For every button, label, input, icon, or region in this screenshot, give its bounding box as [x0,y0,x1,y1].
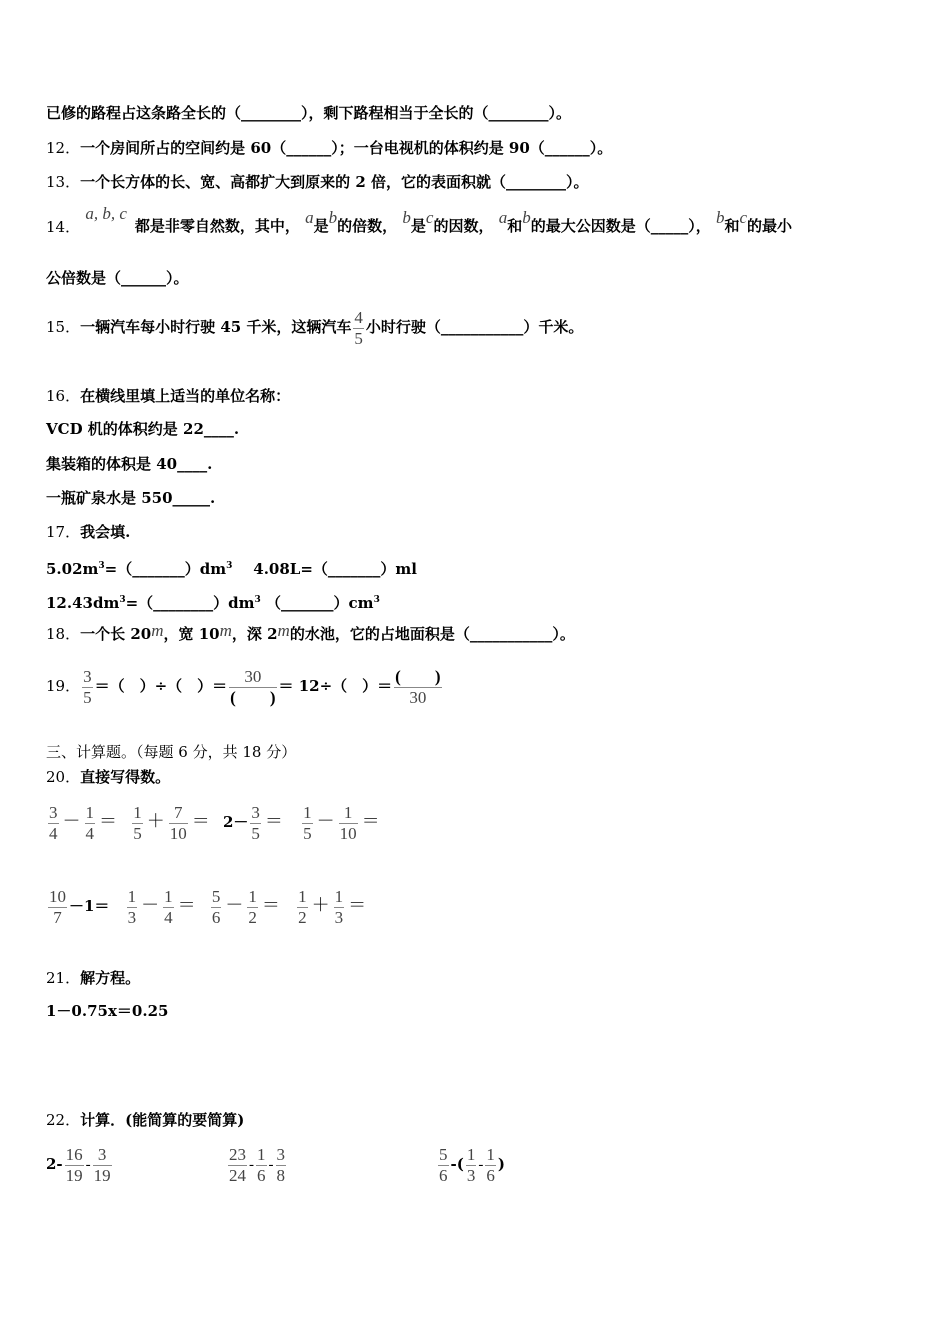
question-number: 19． [46,677,81,695]
question-13 [46,172,588,192]
question-number: 13． [46,173,81,191]
q19-text-1: ＝（ ）÷（ ）＝ [94,677,228,695]
expr-prefix: 2- [46,1155,63,1173]
q20-r1-item-3: 2－ $\frac{3}{5}$ ＝ [222,802,283,843]
q15-text-2: 小时行驶（___________）千米。 [365,318,584,336]
question-number: 17． [46,523,81,541]
q14-text-2: 是 [313,217,329,235]
fraction-3-5: $\frac{3}{5}$ [83,666,92,707]
q14-text-6: 和 [507,217,523,235]
q14-text-1: 都是非零自然数，其中， [134,217,300,235]
q21-equation: 1－0.75x＝0.25 [46,1002,169,1020]
question-title: 计算．(能简算的要简算) [80,1111,245,1129]
question-number: 20． [46,768,81,786]
variables-abc: a, b, c [85,204,127,223]
q14-text-4: 是 [410,217,426,235]
question-number: 21． [46,969,81,987]
q22-expression-2: $\frac{23}{24}$ - $\frac{1}{6}$ - $\frac{3}{8}$ [229,1144,285,1185]
q20-r2-item-4: $\frac{1}{2}$ ＋ $\frac{1}{3}$ ＝ [298,886,367,927]
var-a: a [305,208,314,227]
q14-text-7: 的最大公因数是（_____）， [530,217,711,235]
q17-l2a: 12.43dm [46,594,120,612]
question-22 [46,1110,244,1130]
q14-text-9: 的最小 [747,217,793,235]
q17-line-1 [46,556,417,579]
question-title: 解方程。 [80,969,141,987]
var-b: b [402,208,411,227]
question-17 [46,522,130,542]
q18-text-2: ，宽 10 [163,625,220,643]
question-20 [46,767,170,787]
q20-row-2 [46,884,368,928]
q11-continuation: 已修的路程占这条路全长的（________），剩下路程相当于全长的（________）。 [46,104,572,122]
q16-item-1: VCD 机的体积约是 22____. [46,420,240,438]
q20-r1-item-4: $\frac{1}{5}$ － $\frac{1}{10}$ ＝ [303,802,380,843]
question-text: 一个长方体的长、宽、高都扩大到原来的 2 倍，它的表面积就（________）。 [80,173,589,191]
question-number: 14． [46,218,81,236]
sup: 3 [226,561,233,571]
q22-expression-3: $\frac{5}{6}$ -( $\frac{1}{3}$ - $\frac{1}{6}$ ) [439,1144,505,1185]
q20-r2-item-1: $\frac{10}{7}$ －1＝ [49,886,110,927]
var-c: c [739,208,748,227]
var-c: c [425,208,434,227]
q17-l2c: （_______）cm [266,594,374,612]
q18-text-4: 的水池，它的占地面积是（___________）。 [289,625,575,643]
q17-l1c: 4.08L=（_______）ml [253,560,417,578]
question-16 [46,386,290,406]
question-number: 22． [46,1111,81,1129]
q15-text-1: 一辆汽车每小时行驶 45 千米，这辆汽车 [80,318,352,336]
question-title: 在横线里填上适当的单位名称： [80,387,291,405]
question-19 [46,664,444,708]
q14-text-8: 和 [724,217,740,235]
var-a: a [498,208,508,227]
question-18 [46,621,575,644]
q20-r1-item-1: $\frac{3}{4}$ － $\frac{1}{4}$ ＝ [49,802,117,843]
question-number: 16． [46,387,81,405]
unit-m: m [151,621,164,640]
q17-l2b: =（________）dm [125,594,255,612]
question-21 [46,968,140,988]
q18-text-3: ，深 2 [231,625,278,643]
q18-text-1: 一个长 20 [80,625,152,643]
q19-text-2: ＝ 12÷（ ）＝ [278,677,393,695]
question-title: 直接写得数。 [80,768,171,786]
q17-line-2 [46,590,380,613]
sup: 3 [254,595,261,605]
question-title: 我会填. [80,523,131,541]
q14-continuation: 公倍数是（______）。 [46,269,189,287]
fraction-30-blank: $\frac{30}{( )}$ [230,666,276,707]
sup: 3 [373,595,380,605]
q17-l1a: 5.02m [46,560,99,578]
question-text: 一个房间所占的空间约是 60（______）；一台电视机的体积约是 90（______）。 [80,139,613,157]
section-3-title: 三、计算题。（每题 6 分，共 18 分） [46,743,297,761]
unit-m: m [219,621,232,640]
question-number: 18． [46,625,81,643]
question-15 [46,305,583,349]
q14-text-5: 的因数， [433,217,494,235]
question-number: 12． [46,139,81,157]
q20-r2-item-2: $\frac{1}{3}$ － $\frac{1}{4}$ ＝ [127,886,196,927]
var-b: b [522,208,531,227]
fraction-4-5: $\frac{4}{5}$ [354,307,363,348]
q20-r1-item-2: $\frac{1}{5}$ ＋ $\frac{7}{10}$ ＝ [133,802,210,843]
q14-text-3: 的倍数， [337,217,398,235]
var-b: b [715,208,725,227]
q20-r2-item-3: $\frac{5}{6}$ － $\frac{1}{2}$ ＝ [211,886,280,927]
fraction-blank-30: $\frac{( )}{30}$ [395,666,441,707]
var-b: b [328,208,338,227]
question-12 [46,138,612,158]
question-number: 15． [46,318,81,336]
q16-item-2: 集装箱的体积是 40____. [46,455,213,473]
q20-row-1 [46,800,382,844]
q17-l1b: =（_______）dm [104,560,227,578]
q22-expression-1: 2- $\frac{16}{19}$ - $\frac{3}{19}$ [46,1144,111,1185]
unit-m: m [277,621,290,640]
question-14 [46,206,792,247]
sup: 3 [119,595,126,605]
sup: 3 [98,561,105,571]
q16-item-3: 一瓶矿泉水是 550_____. [46,489,216,507]
